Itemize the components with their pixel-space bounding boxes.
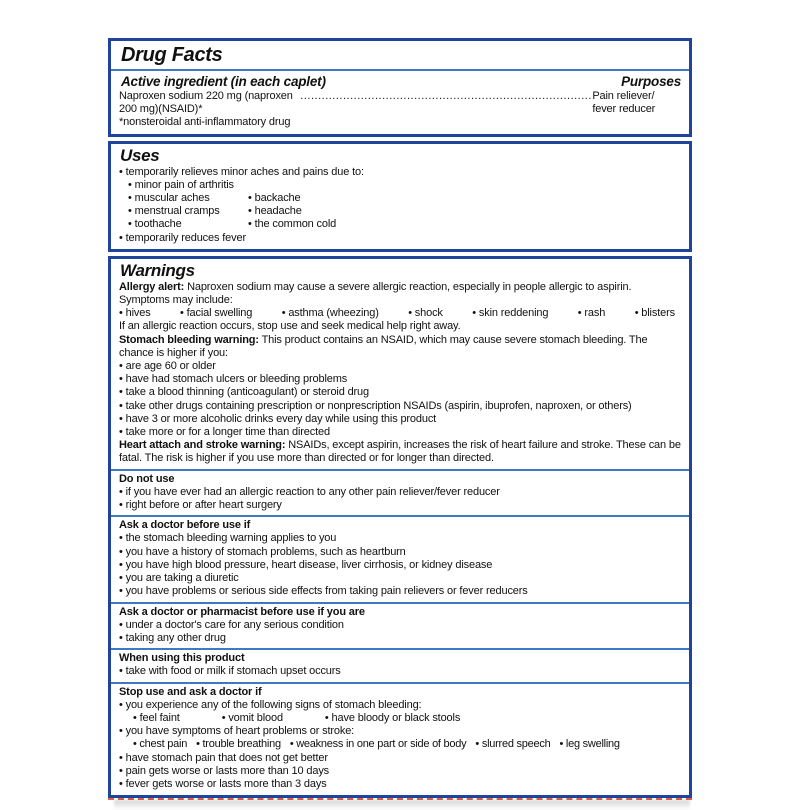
stop-use-sub-item: • leg swelling <box>559 738 619 751</box>
allergy-alert-lead: Allergy alert: <box>119 280 185 293</box>
ask-doctor-pharmacist-heading: Ask a doctor or pharmacist before use if you are <box>119 605 365 618</box>
uses-heading: Uses <box>120 145 160 165</box>
stop-use-sub-item: • vomit blood <box>222 712 283 725</box>
section-divider <box>111 648 689 650</box>
nsaid-footnote: *nonsteroidal anti-inflammatory drug <box>119 116 291 129</box>
dotted-leader <box>300 90 591 103</box>
ask-doctor-pharmacist-bullet: • under a doctor's care for any serious condition <box>119 619 681 632</box>
allergy-alert-paragraph <box>119 281 681 307</box>
active-ingredient-section <box>108 38 692 137</box>
uses-pair-row <box>128 218 681 231</box>
ask-doctor-bullet: • the stomach bleeding warning applies to you <box>119 532 681 545</box>
uses-pair-row <box>128 205 681 218</box>
symptom-item: • blisters <box>635 307 675 320</box>
when-using-bullet: • take with food or milk if stomach upset occurs <box>119 665 681 678</box>
ask-doctor-bullet: • you have a history of stomach problems, such as heartburn <box>119 546 681 559</box>
symptom-item: • skin reddening <box>472 307 548 320</box>
uses-sub-bullet: • the common cold <box>248 218 336 231</box>
do-not-use-bullet: • right before or after heart surgery <box>119 499 681 512</box>
symptom-item: • asthma (wheezing) <box>282 307 379 320</box>
ask-doctor-heading: Ask a doctor before use if <box>119 519 251 532</box>
warnings-heading: Warnings <box>120 260 195 280</box>
heart-stroke-text: NSAIDs, except aspirin, increases the risk of heart failure and stroke. These can be fatal. The risk is higher if you use more than directed or for longer than directed. <box>119 439 681 465</box>
uses-sub-bullet: • menstrual cramps <box>128 205 248 218</box>
stomach-bleeding-text: This product contains an NSAID, which may cause severe stomach bleeding. The chance is higher if you: <box>119 333 648 359</box>
ask-doctor-bullet: • you are taking a diuretic <box>119 572 681 585</box>
warnings-section <box>108 256 692 798</box>
when-using-heading: When using this product <box>119 652 245 665</box>
stop-use-bullet: • you experience any of the following signs of stomach bleeding: <box>119 699 681 712</box>
stop-use-sub-item: • weakness in one part or side of body <box>290 738 467 751</box>
stop-use-sub-item: • chest pain <box>133 738 187 751</box>
stop-use-sub-item: • slurred speech <box>475 738 550 751</box>
stop-use-bullet: • you have symptoms of heart problems or stroke: <box>119 725 681 738</box>
title-divider <box>111 69 689 71</box>
uses-last-bullet: • temporarily reduces fever <box>119 232 681 245</box>
heart-stroke-lead: Heart attach and stroke warning: <box>119 439 286 452</box>
section-divider <box>111 682 689 684</box>
symptom-item: • facial swelling <box>180 307 252 320</box>
uses-sub-bullet: • toothache <box>128 218 248 231</box>
stop-use-bullet: • have stomach pain that does not get better <box>119 752 681 765</box>
label-shadow <box>114 800 690 810</box>
stomach-bullet: • are age 60 or older <box>119 360 681 373</box>
stop-use-sub-item: • feel faint <box>133 712 180 725</box>
active-ingredient-header-row <box>119 74 681 90</box>
stomach-bleeding-lead: Stomach bleeding warning: <box>119 333 259 346</box>
active-ingredient-heading: Active ingredient (in each caplet) <box>121 74 326 89</box>
uses-sub-bullet: • minor pain of arthritis <box>128 179 681 192</box>
stop-use-bullet: • pain gets worse or lasts more than 10 days <box>119 765 681 778</box>
purposes-heading: Purposes <box>621 74 681 89</box>
do-not-use-heading: Do not use <box>119 472 175 485</box>
allergy-symptom-row <box>119 307 681 320</box>
stop-use-heading: Stop use and ask a doctor if <box>119 685 262 698</box>
uses-lead-bullet: • temporarily relieves minor aches and pains due to: <box>119 166 681 179</box>
stop-use-bullet: • fever gets worse or lasts more than 3 days <box>119 778 681 791</box>
ask-doctor-bullet: • you have problems or serious side effects from taking pain relievers or fever reducers <box>119 585 681 598</box>
ingredient-row <box>119 90 681 116</box>
uses-sub-bullet: • headache <box>248 205 302 218</box>
symptom-item: • rash <box>578 307 605 320</box>
stomach-bullet: • take a blood thinning (anticoagulant) or steroid drug <box>119 386 681 399</box>
heart-stroke-paragraph <box>119 439 681 465</box>
ask-doctor-bullet: • you have high blood pressure, heart disease, liver cirrhosis, or kidney disease <box>119 559 681 572</box>
allergy-alert-text: Naproxen sodium may cause a severe allergic reaction, especially in people allergic to aspirin. Symptoms may include: <box>119 280 632 307</box>
symptom-item: • shock <box>408 307 443 320</box>
ask-doctor-pharmacist-bullet: • taking any other drug <box>119 632 681 645</box>
allergy-followup-text: If an allergic reaction occurs, stop use and seek medical help right away. <box>119 320 461 333</box>
do-not-use-bullet: • if you have ever had an allergic reaction to any other pain reliever/fever reducer <box>119 486 681 499</box>
uses-sub-bullet: • muscular aches <box>128 192 248 205</box>
section-divider <box>111 469 689 471</box>
stomach-bleeding-paragraph <box>119 334 681 360</box>
uses-pair-row <box>128 192 681 205</box>
uses-section <box>108 141 692 252</box>
uses-sub-bullet: • backache <box>248 192 301 205</box>
stomach-bullet: • have had stomach ulcers or bleeding problems <box>119 373 681 386</box>
stop-use-sub-item: • have bloody or black stools <box>325 712 460 725</box>
section-divider <box>111 602 689 604</box>
stop-use-sub-item: • trouble breathing <box>196 738 281 751</box>
stop-use-sub-row <box>133 738 681 751</box>
symptom-item: • hives <box>119 307 151 320</box>
ingredient-name: Naproxen sodium 220 mg (naproxen 200 mg)(NSAID)* <box>119 90 293 116</box>
stomach-bullet: • have 3 or more alcoholic drinks every day while using this product <box>119 413 681 426</box>
section-divider <box>111 515 689 517</box>
drug-facts-title: Drug Facts <box>121 44 223 66</box>
ingredient-purpose: Pain reliever/ fever reducer <box>592 90 656 116</box>
stop-use-sub-row <box>133 712 681 725</box>
stomach-bullet: • take more or for a longer time than directed <box>119 426 681 439</box>
drug-facts-label <box>108 38 692 810</box>
stomach-bullet: • take other drugs containing prescription or nonprescription NSAIDs (aspirin, ibuprofen, naproxen, or others) <box>119 400 681 413</box>
